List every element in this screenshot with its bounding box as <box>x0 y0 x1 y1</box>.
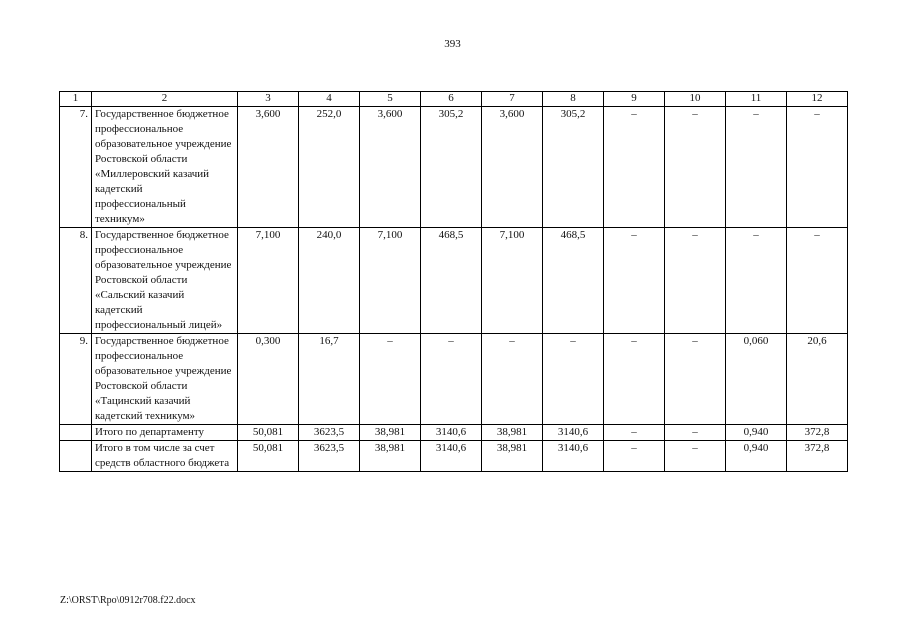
value-cell: 38,981 <box>360 425 421 441</box>
institution-name: Государственное бюджетное профессиональное образовательное учреждение Ростовской области «Тацинский казачий кадетский техникум» <box>92 334 238 425</box>
value-cell: 7,100 <box>238 228 299 334</box>
value-cell: – <box>360 334 421 425</box>
header-row <box>60 92 848 107</box>
value-cell: 3,600 <box>360 107 421 228</box>
value-cell: 252,0 <box>299 107 360 228</box>
column-header: 1 <box>60 92 92 107</box>
value-cell: – <box>604 441 665 472</box>
value-cell: 3623,5 <box>299 425 360 441</box>
value-cell: – <box>787 228 848 334</box>
value-cell: – <box>604 107 665 228</box>
value-cell: – <box>665 228 726 334</box>
value-cell: – <box>787 107 848 228</box>
column-header: 11 <box>726 92 787 107</box>
column-header: 5 <box>360 92 421 107</box>
page-number: 393 <box>444 38 461 50</box>
institution-name: Государственное бюджетное профессиональное образовательное учреждение Ростовской области «Сальский казачий кадетский профессиональный лицей» <box>92 228 238 334</box>
value-cell: – <box>726 107 787 228</box>
value-cell: – <box>421 334 482 425</box>
value-cell: – <box>604 228 665 334</box>
table-row <box>60 441 848 472</box>
value-cell: 3140,6 <box>543 441 604 472</box>
value-cell: 0,940 <box>726 441 787 472</box>
value-cell: 0,300 <box>238 334 299 425</box>
table-row <box>60 334 848 425</box>
value-cell: 240,0 <box>299 228 360 334</box>
row-number: 8. <box>60 228 92 334</box>
column-header: 3 <box>238 92 299 107</box>
value-cell: 372,8 <box>787 441 848 472</box>
value-cell: – <box>665 425 726 441</box>
value-cell: 305,2 <box>421 107 482 228</box>
value-cell: 3140,6 <box>421 425 482 441</box>
value-cell: – <box>665 441 726 472</box>
value-cell: 7,100 <box>482 228 543 334</box>
value-cell: 38,981 <box>482 425 543 441</box>
table-row <box>60 107 848 228</box>
value-cell: 38,981 <box>482 441 543 472</box>
column-header: 4 <box>299 92 360 107</box>
value-cell: 3,600 <box>238 107 299 228</box>
value-cell: 50,081 <box>238 425 299 441</box>
value-cell: 20,6 <box>787 334 848 425</box>
value-cell: 0,940 <box>726 425 787 441</box>
column-header: 9 <box>604 92 665 107</box>
institution-name: Государственное бюджетное профессиональное образовательное учреждение Ростовской области «Миллеровский казачий кадетский профессиональный техникум» <box>92 107 238 228</box>
value-cell: 3623,5 <box>299 441 360 472</box>
row-number <box>60 425 92 441</box>
column-header: 7 <box>482 92 543 107</box>
table-row <box>60 228 848 334</box>
table-row <box>60 425 848 441</box>
value-cell: 7,100 <box>360 228 421 334</box>
value-cell: 468,5 <box>543 228 604 334</box>
value-cell: – <box>604 334 665 425</box>
value-cell: – <box>665 334 726 425</box>
value-cell: – <box>726 228 787 334</box>
institution-name: Итого по департаменту <box>92 425 238 441</box>
value-cell: 468,5 <box>421 228 482 334</box>
institution-name: Итого в том числе за счет средств областного бюджета <box>92 441 238 472</box>
value-cell: – <box>604 425 665 441</box>
column-header: 2 <box>92 92 238 107</box>
value-cell: 3140,6 <box>543 425 604 441</box>
value-cell: 50,081 <box>238 441 299 472</box>
value-cell: – <box>482 334 543 425</box>
value-cell: 372,8 <box>787 425 848 441</box>
value-cell: – <box>543 334 604 425</box>
column-header: 10 <box>665 92 726 107</box>
row-number: 9. <box>60 334 92 425</box>
value-cell: 3,600 <box>482 107 543 228</box>
budget-table <box>59 91 848 472</box>
column-header: 8 <box>543 92 604 107</box>
row-number: 7. <box>60 107 92 228</box>
value-cell: – <box>665 107 726 228</box>
value-cell: 0,060 <box>726 334 787 425</box>
file-path: Z:\ORST\Rpo\0912r708.f22.docx <box>60 595 196 606</box>
value-cell: 16,7 <box>299 334 360 425</box>
value-cell: 38,981 <box>360 441 421 472</box>
column-header: 12 <box>787 92 848 107</box>
value-cell: 305,2 <box>543 107 604 228</box>
table-body <box>60 107 848 472</box>
column-header: 6 <box>421 92 482 107</box>
value-cell: 3140,6 <box>421 441 482 472</box>
row-number <box>60 441 92 472</box>
